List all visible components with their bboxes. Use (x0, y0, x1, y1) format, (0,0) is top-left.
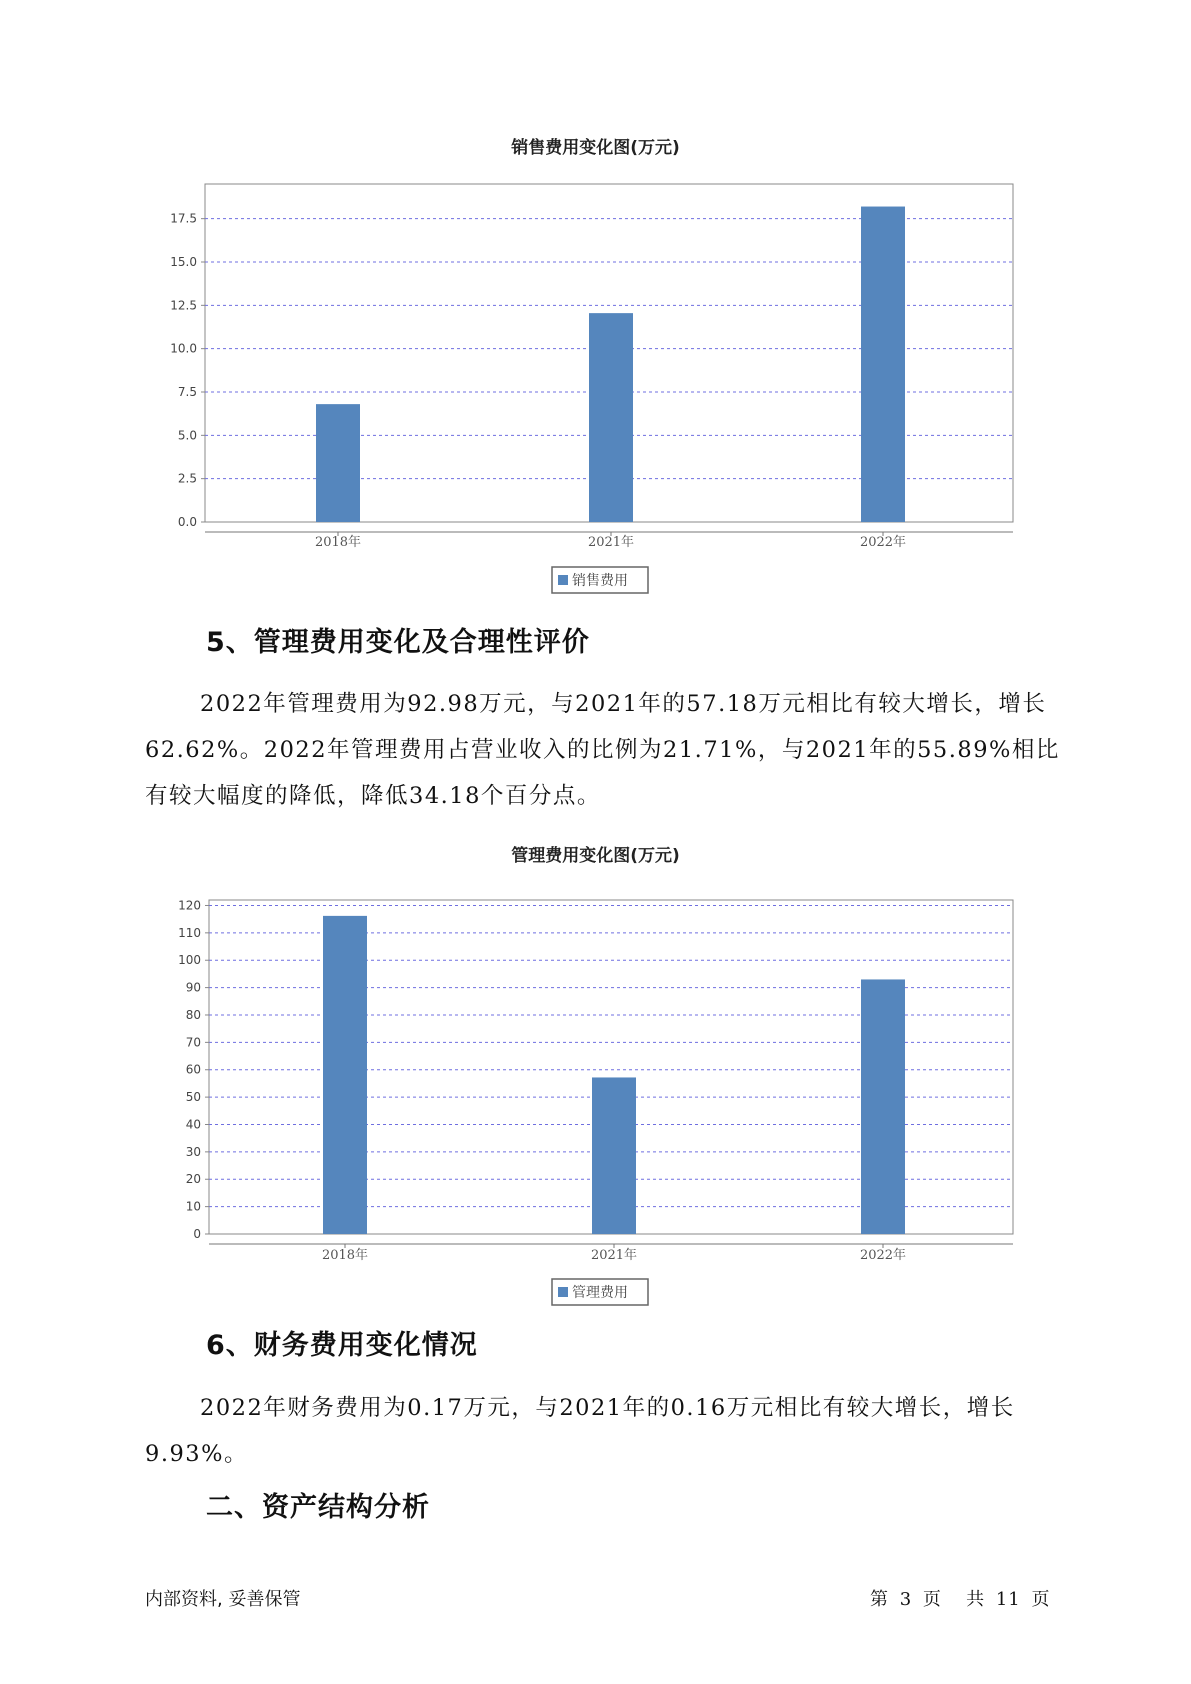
y-tick-label: 120 (178, 898, 201, 913)
y-tick-label: 70 (185, 1035, 201, 1050)
bar-2018年 (316, 404, 360, 522)
y-tick-label: 15.0 (170, 255, 197, 269)
y-tick-label: 20 (185, 1172, 201, 1187)
x-tick-label: 2022年 (859, 1248, 907, 1263)
total-prefix: 共 (966, 1589, 986, 1610)
page-word: 页 (922, 1589, 942, 1610)
y-tick-label: 7.5 (177, 385, 197, 399)
legend-swatch (558, 575, 568, 585)
bar-2022年 (861, 207, 905, 522)
page-prefix: 第 (870, 1589, 889, 1610)
y-tick-label: 10 (185, 1199, 201, 1214)
bar-2018年 (323, 916, 367, 1234)
y-tick-label: 90 (185, 980, 201, 995)
x-tick-label: 2018年 (321, 1248, 369, 1263)
legend-label: 管理费用 (572, 1285, 628, 1301)
chart-title-admin: 管理费用变化图(万元) (511, 846, 680, 866)
paragraph-section-5: 2022年管理费用为92.98万元，与2021年的57.18万元相比有较大增长，增长62.62%。2022年管理费用占营业收入的比例为21.71%，与2021年的55.89%相比有较大幅度的降低，降低34.18个百分点。 (145, 691, 1060, 809)
x-tick-label: 2022年 (859, 535, 907, 550)
bar-2021年 (592, 1077, 636, 1234)
y-tick-label: 5.0 (177, 428, 197, 443)
footer-confidential-note: 内部资料, 妥善保管 (145, 1589, 301, 1610)
y-tick-label: 10.0 (170, 341, 197, 356)
x-tick-label: 2021年 (587, 535, 635, 550)
bar-2021年 (589, 313, 633, 522)
y-tick-label: 0 (193, 1227, 201, 1241)
y-tick-label: 12.5 (170, 298, 197, 313)
y-tick-label: 40 (185, 1117, 201, 1132)
y-tick-label: 100 (178, 953, 201, 968)
chart-admin-expense (0, 878, 1191, 1301)
y-tick-label: 80 (185, 1007, 201, 1022)
y-tick-label: 30 (185, 1144, 201, 1159)
page-current: 3 (899, 1589, 913, 1610)
y-tick-label: 110 (178, 925, 201, 940)
bar-2022年 (861, 979, 905, 1234)
x-tick-label: 2018年 (314, 535, 362, 550)
heading-asset-structure: 二、资产结构分析 (206, 1492, 430, 1523)
paragraph-section-6: 2022年财务费用为0.17万元，与2021年的0.16万元相比有较大增长，增长9.93%。 (145, 1395, 1015, 1467)
y-tick-label: 50 (185, 1090, 201, 1105)
y-tick-label: 60 (185, 1062, 201, 1077)
page-total: 11 (995, 1589, 1021, 1610)
footer-page-number (868, 1585, 1052, 1611)
heading-section-5: 5、管理费用变化及合理性评价 (206, 627, 590, 658)
x-tick-label: 2021年 (590, 1248, 638, 1263)
chart-title-sales: 销售费用变化图(万元) (511, 138, 680, 158)
legend-label: 销售费用 (572, 573, 628, 589)
y-tick-label: 2.5 (177, 471, 197, 486)
y-tick-label: 0.0 (177, 515, 197, 529)
heading-section-6: 6、财务费用变化情况 (206, 1330, 478, 1361)
y-tick-label: 17.5 (170, 211, 197, 226)
legend-swatch (558, 1287, 568, 1297)
chart-sales-expense (0, 170, 1191, 590)
total-word: 页 (1031, 1589, 1051, 1610)
